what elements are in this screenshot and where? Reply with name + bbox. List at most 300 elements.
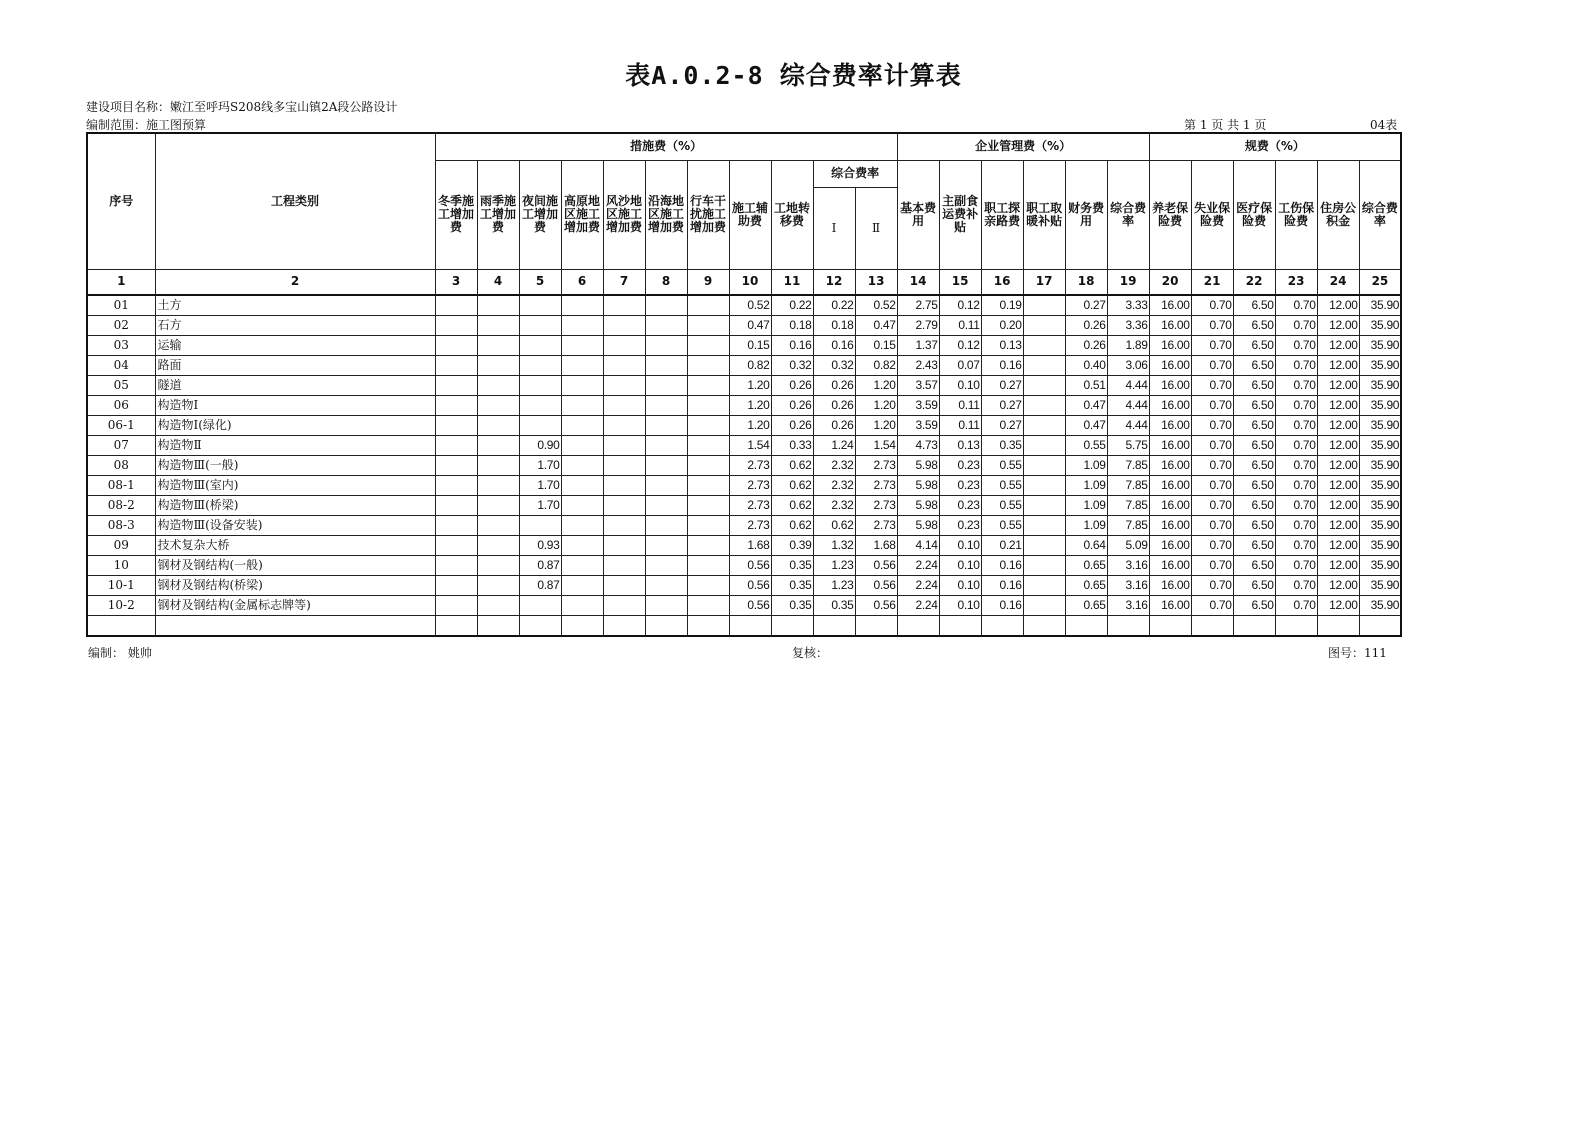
header-group-mgmt: 企业管理费（%）: [897, 133, 1149, 160]
header-unemployment: 失业保险费: [1191, 160, 1233, 269]
rate-cell: 0.16: [981, 555, 1023, 575]
rate-cell: [477, 295, 519, 315]
column-number: 6: [561, 269, 603, 295]
rate-cell: 1.20: [855, 375, 897, 395]
rate-cell: [477, 515, 519, 535]
rate-cell: 3.33: [1107, 295, 1149, 315]
rate-cell: 6.50: [1233, 495, 1275, 515]
rate-cell: 0.70: [1191, 335, 1233, 355]
rate-cell: 0.52: [855, 295, 897, 315]
row-category: 土方: [155, 295, 435, 315]
rate-cell: 2.24: [897, 575, 939, 595]
rate-cell: 0.70: [1275, 495, 1317, 515]
rate-cell: [1023, 295, 1065, 315]
table-row: [87, 595, 1401, 615]
rate-cell: [519, 595, 561, 615]
rate-cell: 0.70: [1191, 415, 1233, 435]
rate-cell: 7.85: [1107, 495, 1149, 515]
column-number: 4: [477, 269, 519, 295]
rate-cell: 0.16: [981, 595, 1023, 615]
form-number: 04表: [1370, 118, 1398, 132]
rate-cell: [435, 315, 477, 335]
rate-cell: 0.10: [939, 375, 981, 395]
rate-cell: 0.56: [729, 575, 771, 595]
rate-cell: 2.32: [813, 495, 855, 515]
header-rainy: 雨季施工增加费: [477, 160, 519, 269]
rate-cell: 0.13: [981, 335, 1023, 355]
rate-cell: 0.70: [1275, 455, 1317, 475]
rate-cell: 1.09: [1065, 515, 1107, 535]
row-category: 构造物Ⅰ(绿化): [155, 415, 435, 435]
rate-cell: [561, 495, 603, 515]
rate-cell: [561, 315, 603, 335]
rate-cell: [1023, 535, 1065, 555]
rate-cell: 2.73: [855, 455, 897, 475]
rate-cell: 5.98: [897, 515, 939, 535]
rate-cell: 0.70: [1275, 295, 1317, 315]
rate-cell: 4.73: [897, 435, 939, 455]
column-number: 10: [729, 269, 771, 295]
row-category: 路面: [155, 355, 435, 375]
header-sandstorm: 风沙地区施工增加费: [603, 160, 645, 269]
rate-cell: 0.26: [813, 375, 855, 395]
rate-cell: [561, 455, 603, 475]
rate-cell: 12.00: [1317, 375, 1359, 395]
column-number: 17: [1023, 269, 1065, 295]
rate-cell: 0.15: [729, 335, 771, 355]
rate-cell: 7.85: [1107, 455, 1149, 475]
rate-cell: 1.70: [519, 495, 561, 515]
rate-cell: 1.09: [1065, 475, 1107, 495]
empty-cell: [1149, 615, 1191, 636]
rate-cell: 35.90: [1359, 335, 1401, 355]
empty-cell: [519, 615, 561, 636]
rate-cell: 1.09: [1065, 495, 1107, 515]
rate-cell: 0.70: [1191, 555, 1233, 575]
rate-cell: 0.39: [771, 535, 813, 555]
column-number: 23: [1275, 269, 1317, 295]
rate-cell: 1.54: [729, 435, 771, 455]
empty-cell: [897, 615, 939, 636]
rate-cell: 1.23: [813, 555, 855, 575]
rate-cell: 12.00: [1317, 535, 1359, 555]
rate-cell: 35.90: [1359, 575, 1401, 595]
row-code: 10-2: [87, 595, 155, 615]
rate-cell: [477, 335, 519, 355]
rate-cell: 0.70: [1191, 355, 1233, 375]
rate-cell: 0.55: [981, 495, 1023, 515]
rate-cell: [603, 515, 645, 535]
rate-cell: [645, 355, 687, 375]
rate-cell: [603, 415, 645, 435]
column-number: 25: [1359, 269, 1401, 295]
rate-cell: [687, 455, 729, 475]
rate-cell: 1.09: [1065, 455, 1107, 475]
row-code: 10-1: [87, 575, 155, 595]
rate-cell: 0.27: [981, 415, 1023, 435]
rate-cell: 3.16: [1107, 575, 1149, 595]
rate-cell: 0.35: [981, 435, 1023, 455]
header-injury: 工伤保险费: [1275, 160, 1317, 269]
rate-cell: 0.64: [1065, 535, 1107, 555]
rate-cell: [603, 295, 645, 315]
rate-cell: [477, 475, 519, 495]
header-group-fees: 规费（%）: [1149, 133, 1401, 160]
header-mgmt-rate: 综合费率: [1107, 160, 1149, 269]
row-category: 构造物Ⅲ(桥梁): [155, 495, 435, 515]
rate-cell: [687, 495, 729, 515]
rate-cell: [519, 335, 561, 355]
header-coastal: 沿海地区施工增加费: [645, 160, 687, 269]
rate-cell: 35.90: [1359, 515, 1401, 535]
rate-cell: [645, 375, 687, 395]
column-number: 11: [771, 269, 813, 295]
rate-cell: 0.70: [1191, 495, 1233, 515]
rate-cell: [561, 375, 603, 395]
compile-scope: 编制范围：施工图预算: [86, 118, 207, 132]
rate-cell: 35.90: [1359, 395, 1401, 415]
empty-row: [87, 615, 1401, 636]
rate-cell: 16.00: [1149, 435, 1191, 455]
rate-cell: 0.70: [1275, 415, 1317, 435]
row-category: 运输: [155, 335, 435, 355]
rate-cell: 0.55: [981, 455, 1023, 475]
rate-cell: [687, 315, 729, 335]
rate-cell: 2.32: [813, 455, 855, 475]
table-row: [87, 295, 1401, 315]
rate-cell: 0.70: [1191, 295, 1233, 315]
rate-cell: 5.98: [897, 495, 939, 515]
rate-cell: 0.70: [1191, 575, 1233, 595]
rate-cell: 2.73: [855, 515, 897, 535]
rate-cell: 0.40: [1065, 355, 1107, 375]
rate-cell: 0.62: [771, 455, 813, 475]
rate-cell: 16.00: [1149, 335, 1191, 355]
rate-cell: [561, 555, 603, 575]
rate-cell: 0.27: [1065, 295, 1107, 315]
empty-cell: [561, 615, 603, 636]
rate-cell: [603, 375, 645, 395]
rate-cell: 6.50: [1233, 555, 1275, 575]
rate-cell: 0.26: [771, 415, 813, 435]
header-housing-fund: 住房公积金: [1317, 160, 1359, 269]
rate-cell: 35.90: [1359, 295, 1401, 315]
rate-cell: [519, 375, 561, 395]
rate-cell: [687, 375, 729, 395]
rate-cell: [687, 295, 729, 315]
rate-cell: 16.00: [1149, 495, 1191, 515]
rate-cell: [1023, 455, 1065, 475]
rate-cell: 3.57: [897, 375, 939, 395]
rate-cell: 1.20: [729, 395, 771, 415]
rate-cell: 0.26: [1065, 315, 1107, 335]
rate-cell: [477, 375, 519, 395]
rate-cell: 2.32: [813, 475, 855, 495]
rate-cell: 0.47: [1065, 395, 1107, 415]
row-code: 05: [87, 375, 155, 395]
rate-cell: 35.90: [1359, 415, 1401, 435]
rate-cell: [1023, 355, 1065, 375]
rate-cell: 5.75: [1107, 435, 1149, 455]
rate-cell: [687, 395, 729, 415]
column-number: 19: [1107, 269, 1149, 295]
rate-cell: 0.11: [939, 415, 981, 435]
rate-cell: [1023, 515, 1065, 535]
rate-cell: 0.10: [939, 595, 981, 615]
column-number: 9: [687, 269, 729, 295]
rate-cell: [687, 435, 729, 455]
rate-cell: [603, 475, 645, 495]
rate-cell: 0.65: [1065, 595, 1107, 615]
rate-cell: [1023, 415, 1065, 435]
column-number: 24: [1317, 269, 1359, 295]
table-row: [87, 415, 1401, 435]
header-family-visit: 职工探亲路费: [981, 160, 1023, 269]
rate-cell: 2.73: [729, 475, 771, 495]
rate-cell: 0.87: [519, 575, 561, 595]
footer-reviewer: 复核：: [792, 646, 829, 660]
rate-cell: [645, 595, 687, 615]
empty-cell: [939, 615, 981, 636]
row-category: 石方: [155, 315, 435, 335]
empty-cell: [1359, 615, 1401, 636]
rate-cell: [687, 335, 729, 355]
rate-cell: 2.73: [855, 475, 897, 495]
row-code: 03: [87, 335, 155, 355]
rate-cell: [435, 395, 477, 415]
header-fees-rate: 综合费率: [1359, 160, 1401, 269]
empty-cell: [813, 615, 855, 636]
project-name: 建设项目名称：嫩江至呼玛S208线多宝山镇2A段公路设计: [86, 100, 398, 114]
rate-cell: 0.70: [1275, 595, 1317, 615]
rate-cell: 6.50: [1233, 415, 1275, 435]
empty-cell: [87, 615, 155, 636]
rate-cell: 0.16: [981, 575, 1023, 595]
header-rate-ii: Ⅱ: [855, 187, 897, 269]
rate-cell: 0.32: [771, 355, 813, 375]
rate-cell: [561, 435, 603, 455]
rate-cell: 12.00: [1317, 595, 1359, 615]
rate-cell: 1.37: [897, 335, 939, 355]
rate-cell: [477, 395, 519, 415]
column-number: 5: [519, 269, 561, 295]
rate-cell: 0.70: [1191, 315, 1233, 335]
rate-cell: 0.56: [855, 595, 897, 615]
rate-cell: 0.35: [771, 555, 813, 575]
rate-cell: 6.50: [1233, 475, 1275, 495]
rate-cell: [603, 355, 645, 375]
rate-cell: [645, 415, 687, 435]
rate-cell: [645, 515, 687, 535]
header-seq: 序号: [87, 133, 155, 269]
rate-cell: 0.26: [813, 415, 855, 435]
rate-cell: 4.44: [1107, 415, 1149, 435]
empty-cell: [981, 615, 1023, 636]
rate-cell: 0.20: [981, 315, 1023, 335]
rate-cell: 3.16: [1107, 555, 1149, 575]
rate-cell: [1023, 595, 1065, 615]
header-row-numbers: [87, 269, 1401, 295]
empty-cell: [603, 615, 645, 636]
row-code: 06: [87, 395, 155, 415]
rate-cell: 12.00: [1317, 415, 1359, 435]
rate-cell: [687, 575, 729, 595]
rate-cell: 2.75: [897, 295, 939, 315]
rate-cell: 0.52: [729, 295, 771, 315]
rate-cell: 0.56: [855, 575, 897, 595]
rate-cell: 6.50: [1233, 595, 1275, 615]
row-code: 07: [87, 435, 155, 455]
rate-cell: 16.00: [1149, 535, 1191, 555]
rate-cell: 1.23: [813, 575, 855, 595]
rate-cell: 0.62: [771, 495, 813, 515]
rate-cell: 0.70: [1275, 575, 1317, 595]
rate-cell: 35.90: [1359, 455, 1401, 475]
rate-cell: 2.24: [897, 555, 939, 575]
rate-cell: 0.70: [1191, 435, 1233, 455]
rate-cell: 2.73: [729, 515, 771, 535]
rate-cell: 3.59: [897, 395, 939, 415]
column-number: 21: [1191, 269, 1233, 295]
rate-cell: 0.65: [1065, 555, 1107, 575]
rate-cell: 4.14: [897, 535, 939, 555]
rate-cell: [477, 495, 519, 515]
rate-cell: 35.90: [1359, 555, 1401, 575]
rate-cell: 16.00: [1149, 515, 1191, 535]
rate-cell: 0.07: [939, 355, 981, 375]
rate-cell: [561, 395, 603, 415]
rate-cell: 0.26: [813, 395, 855, 415]
rate-cell: [435, 515, 477, 535]
rate-cell: 16.00: [1149, 475, 1191, 495]
rate-cell: [477, 595, 519, 615]
rate-cell: [477, 555, 519, 575]
rate-cell: 12.00: [1317, 515, 1359, 535]
rate-cell: 2.73: [729, 495, 771, 515]
column-number: 22: [1233, 269, 1275, 295]
header-group-measures: 措施费（%）: [435, 133, 897, 160]
header-medical: 医疗保险费: [1233, 160, 1275, 269]
rate-cell: 16.00: [1149, 375, 1191, 395]
rate-cell: [519, 515, 561, 535]
rate-cell: 35.90: [1359, 495, 1401, 515]
rate-cell: [645, 395, 687, 415]
rate-cell: 0.90: [519, 435, 561, 455]
rate-cell: 1.20: [855, 415, 897, 435]
header-rate-i: Ⅰ: [813, 187, 855, 269]
rate-cell: 6.50: [1233, 435, 1275, 455]
rate-cell: 0.35: [813, 595, 855, 615]
rate-cell: [477, 455, 519, 475]
column-number: 12: [813, 269, 855, 295]
rate-cell: [519, 295, 561, 315]
rate-cell: 0.82: [729, 355, 771, 375]
rate-cell: 0.18: [771, 315, 813, 335]
rate-cell: 4.44: [1107, 395, 1149, 415]
rate-cell: [687, 595, 729, 615]
rate-cell: [645, 315, 687, 335]
rate-cell: 0.23: [939, 495, 981, 515]
rate-cell: 12.00: [1317, 355, 1359, 375]
table-row: [87, 575, 1401, 595]
rate-cell: 1.20: [855, 395, 897, 415]
rate-cell: 12.00: [1317, 475, 1359, 495]
rate-cell: 0.70: [1191, 455, 1233, 475]
empty-cell: [729, 615, 771, 636]
rate-cell: 2.24: [897, 595, 939, 615]
rate-cell: [687, 355, 729, 375]
rate-cell: 1.20: [729, 375, 771, 395]
rate-cell: 0.11: [939, 395, 981, 415]
rate-cell: [435, 495, 477, 515]
rate-cell: 0.18: [813, 315, 855, 335]
rate-cell: [435, 475, 477, 495]
rate-cell: 35.90: [1359, 375, 1401, 395]
rate-cell: 0.56: [729, 555, 771, 575]
rate-cell: [645, 495, 687, 515]
rate-cell: 0.16: [771, 335, 813, 355]
rate-cell: [561, 355, 603, 375]
rate-cell: [645, 575, 687, 595]
rate-cell: [603, 555, 645, 575]
rate-cell: 0.70: [1275, 335, 1317, 355]
rate-cell: 0.12: [939, 335, 981, 355]
rate-cell: [477, 435, 519, 455]
footer-drawing-number: 图号：111: [1328, 646, 1387, 660]
column-number: 16: [981, 269, 1023, 295]
rate-cell: [687, 415, 729, 435]
row-category: 技术复杂大桥: [155, 535, 435, 555]
row-code: 08-2: [87, 495, 155, 515]
rate-cell: 5.98: [897, 455, 939, 475]
rate-cell: [645, 295, 687, 315]
rate-cell: 35.90: [1359, 535, 1401, 555]
column-number: 8: [645, 269, 687, 295]
column-number: 18: [1065, 269, 1107, 295]
rate-cell: 0.10: [939, 535, 981, 555]
column-number: 15: [939, 269, 981, 295]
row-category: 构造物Ⅲ(一般): [155, 455, 435, 475]
rate-cell: 12.00: [1317, 295, 1359, 315]
rate-cell: [561, 335, 603, 355]
rate-cell: [603, 575, 645, 595]
rate-cell: 1.24: [813, 435, 855, 455]
header-pension: 养老保险费: [1149, 160, 1191, 269]
rate-cell: 6.50: [1233, 355, 1275, 375]
table-row: [87, 515, 1401, 535]
rate-cell: 1.68: [729, 535, 771, 555]
rate-cell: 0.21: [981, 535, 1023, 555]
rate-cell: 12.00: [1317, 575, 1359, 595]
table-row: [87, 455, 1401, 475]
rate-cell: 0.93: [519, 535, 561, 555]
rate-cell: 35.90: [1359, 435, 1401, 455]
header-finance: 财务费用: [1065, 160, 1107, 269]
rate-cell: [435, 455, 477, 475]
table-row: [87, 395, 1401, 415]
table-row: [87, 315, 1401, 335]
rate-cell: 0.23: [939, 515, 981, 535]
rate-cell: 2.79: [897, 315, 939, 335]
rate-cell: 0.22: [813, 295, 855, 315]
rate-cell: 35.90: [1359, 315, 1401, 335]
rate-cell: 4.44: [1107, 375, 1149, 395]
rate-cell: [561, 535, 603, 555]
rate-cell: [645, 475, 687, 495]
rate-cell: 6.50: [1233, 335, 1275, 355]
row-code: 09: [87, 535, 155, 555]
rate-cell: 0.27: [981, 375, 1023, 395]
